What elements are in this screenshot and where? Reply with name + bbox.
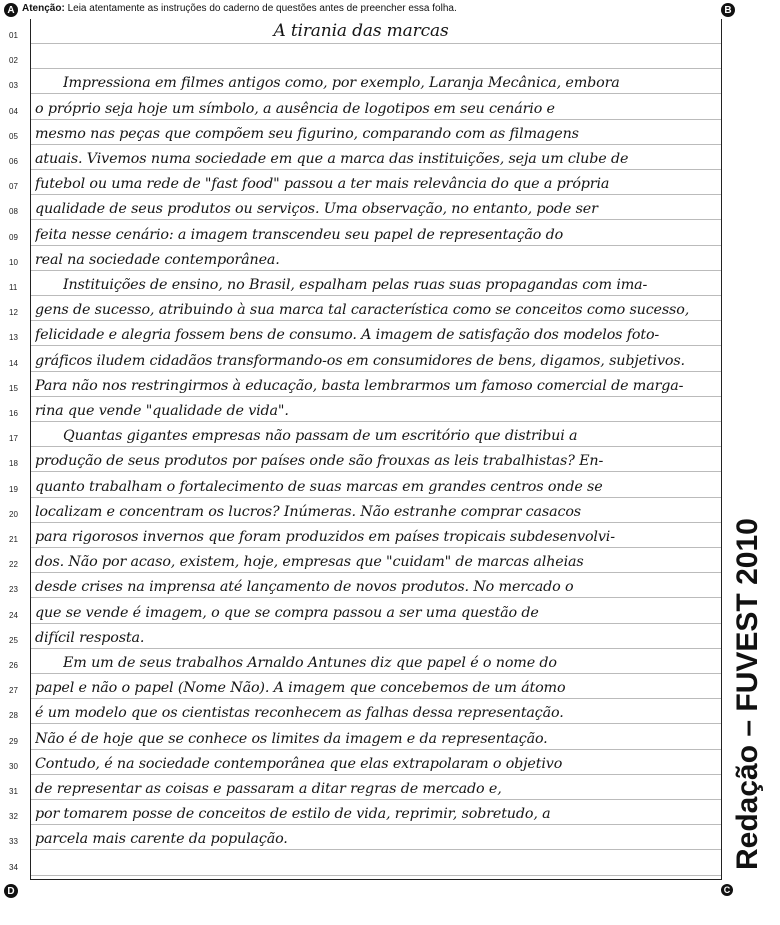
line-number: 33 [9,837,18,847]
line-number: 28 [9,711,18,721]
notice-label: Atenção: [22,3,65,14]
line-number: 30 [9,761,18,771]
essay-line-26 [1,649,721,674]
line-number: 22 [9,560,18,570]
essay-line-30 [1,750,721,775]
line-number: 09 [9,232,18,242]
essay-line-01 [1,19,721,44]
line-number: 23 [9,585,18,595]
essay-line-02 [1,44,721,69]
handwritten-text: Contudo, é na sociedade contemporânea que elas extrapolaram o objetivo [35,755,563,772]
line-number: 05 [9,131,18,141]
essay-answer-sheet [9,19,722,880]
handwritten-text: por tomarem posse de conceitos de estilo de vida, reprimir, sobretudo, a [35,806,551,823]
corner-marker-a: A [4,3,18,17]
essay-line-18 [1,447,721,472]
essay-line-25 [1,624,721,649]
line-number: 13 [9,333,18,343]
essay-line-14 [1,347,721,372]
essay-line-17 [1,422,721,447]
handwritten-text: gráficos iludem cidadãos transformando-os em consumidores de bens, digamos, subjetivos. [35,352,685,369]
line-number: 06 [9,157,18,166]
essay-line-03 [1,69,721,94]
notice-text: Leia atentamente as instruções do caderno de questões antes de preencher essa folha. [64,3,457,14]
essay-line-22 [1,548,721,573]
line-number: 21 [9,535,18,544]
line-number: 15 [9,383,18,393]
essay-line-34 [1,851,721,876]
handwritten-text: que se vende é imagem, o que se compra passou a ser uma questão de [35,604,539,621]
handwritten-text: papel e não o papel (Nome Não). A imagem que concebemos de um átomo [35,680,566,697]
essay-line-24 [1,599,721,624]
line-number: 26 [9,661,18,670]
essay-line-11 [1,271,721,296]
handwritten-text: atuais. Vivemos numa sociedade em que a marca das instituições, seja um clube de [35,151,629,167]
line-number: 12 [9,308,18,318]
handwritten-text: o próprio seja hoje um símbolo, a ausência de logotipos em seu cenário e [35,100,555,117]
handwritten-text: Para não nos restringirmos à educação, basta lembrarmos um famoso comercial de marga- [35,377,684,394]
handwritten-text: felicidade e alegria fossem bens de consumo. A imagem de satisfação dos modelos foto- [35,327,660,344]
handwritten-text: Impressiona em filmes antigos como, por exemplo, Laranja Mecânica, embora [63,75,620,92]
line-number: 25 [9,635,18,645]
handwritten-text: Quantas gigantes empresas não passam de um escritório que distribui a [63,428,578,445]
handwritten-text: parcela mais carente da população. [35,831,288,848]
handwritten-text: Em um de seus trabalhos Arnaldo Antunes diz que papel é o nome do [63,655,557,671]
handwritten-text: desde crises na imprensa até lançamento de novos produtos. No mercado o [35,579,574,596]
essay-line-16 [1,397,721,422]
line-number: 32 [9,812,18,822]
line-number: 27 [9,686,18,696]
handwritten-text: gens de sucesso, atribuindo à sua marca tal característica como se conceitos como sucesso, [35,302,690,319]
line-number: 04 [9,106,18,116]
essay-line-06 [1,145,721,170]
handwritten-text: mesmo nas peças que compõem seu figurino, comparando com as filmagens [35,125,579,142]
handwritten-text: Instituições de ensino, no Brasil, espalham pelas ruas suas propagandas com ima- [63,277,648,293]
essay-line-29 [1,725,721,750]
line-number: 16 [9,409,18,418]
line-number: 14 [9,358,18,368]
essay-line-27 [1,674,721,699]
handwritten-text: Não é de hoje que se conhece os limites da imagem e da representação. [35,730,548,747]
essay-line-15 [1,372,721,397]
corner-marker-d: D [4,884,18,898]
essay-line-08 [1,195,721,220]
handwritten-text: de representar as coisas e passaram a ditar regras de mercado e, [35,781,502,797]
essay-line-05 [1,120,721,145]
handwritten-text: quanto trabalham o fortalecimento de suas marcas em grandes centros onde se [35,478,603,495]
line-number: 18 [9,459,18,469]
ruled-line [31,875,721,876]
line-number: 02 [9,56,18,66]
essay-title: A tirania das marcas [273,21,449,41]
line-number: 01 [9,31,18,40]
corner-marker-b: B [721,3,735,17]
handwritten-text: difícil resposta. [35,629,145,646]
essay-line-07 [1,170,721,195]
handwritten-text: futebol ou uma rede de "fast food" passou a ter mais relevância do que a própria [35,176,610,193]
line-number: 11 [9,283,18,292]
essay-line-13 [1,321,721,346]
handwritten-text: localizam e concentram os lucros? Inúmeras. Não estranhe comprar casacos [35,503,581,520]
handwritten-text: para rigorosos invernos que foram produzidos em países tropicais subdesenvolvi- [35,529,615,545]
handwritten-text: dos. Não por acaso, existem, hoje, empresas que "cuidam" de marcas alheias [35,554,584,571]
instructions-notice [22,3,457,14]
essay-line-21 [1,523,721,548]
handwritten-text: real na sociedade contemporânea. [35,251,280,268]
line-number: 34 [9,862,18,872]
line-number: 24 [9,610,18,620]
essay-line-19 [1,473,721,498]
line-number: 08 [9,207,18,217]
essay-line-04 [1,95,721,120]
handwritten-text: é um modelo que os cientistas reconhecem as falhas dessa representação. [35,705,564,722]
essay-line-09 [1,221,721,246]
essay-line-23 [1,573,721,598]
line-number: 10 [9,257,18,267]
line-number: 07 [9,182,18,192]
handwritten-text: produção de seus produtos por países onde são frouxas as leis trabalhistas? En- [35,453,604,470]
essay-line-32 [1,800,721,825]
line-number: 29 [9,736,18,746]
line-number: 17 [9,434,18,444]
exam-side-label: Redação – FUVEST 2010 [731,518,764,870]
line-number: 03 [9,81,18,91]
essay-line-20 [1,498,721,523]
line-number: 31 [9,787,18,796]
handwritten-text: rina que vende "qualidade de vida". [35,403,289,419]
essay-line-12 [1,296,721,321]
corner-marker-c: C [721,884,733,896]
line-number: 19 [9,484,18,494]
line-number: 20 [9,509,18,519]
essay-line-33 [1,825,721,850]
essay-line-10 [1,246,721,271]
essay-line-31 [1,775,721,800]
essay-line-28 [1,699,721,724]
handwritten-text: feita nesse cenário: a imagem transcendeu seu papel de representação do [35,226,564,243]
handwritten-text: qualidade de seus produtos ou serviços. Uma observação, no entanto, pode ser [35,201,598,218]
